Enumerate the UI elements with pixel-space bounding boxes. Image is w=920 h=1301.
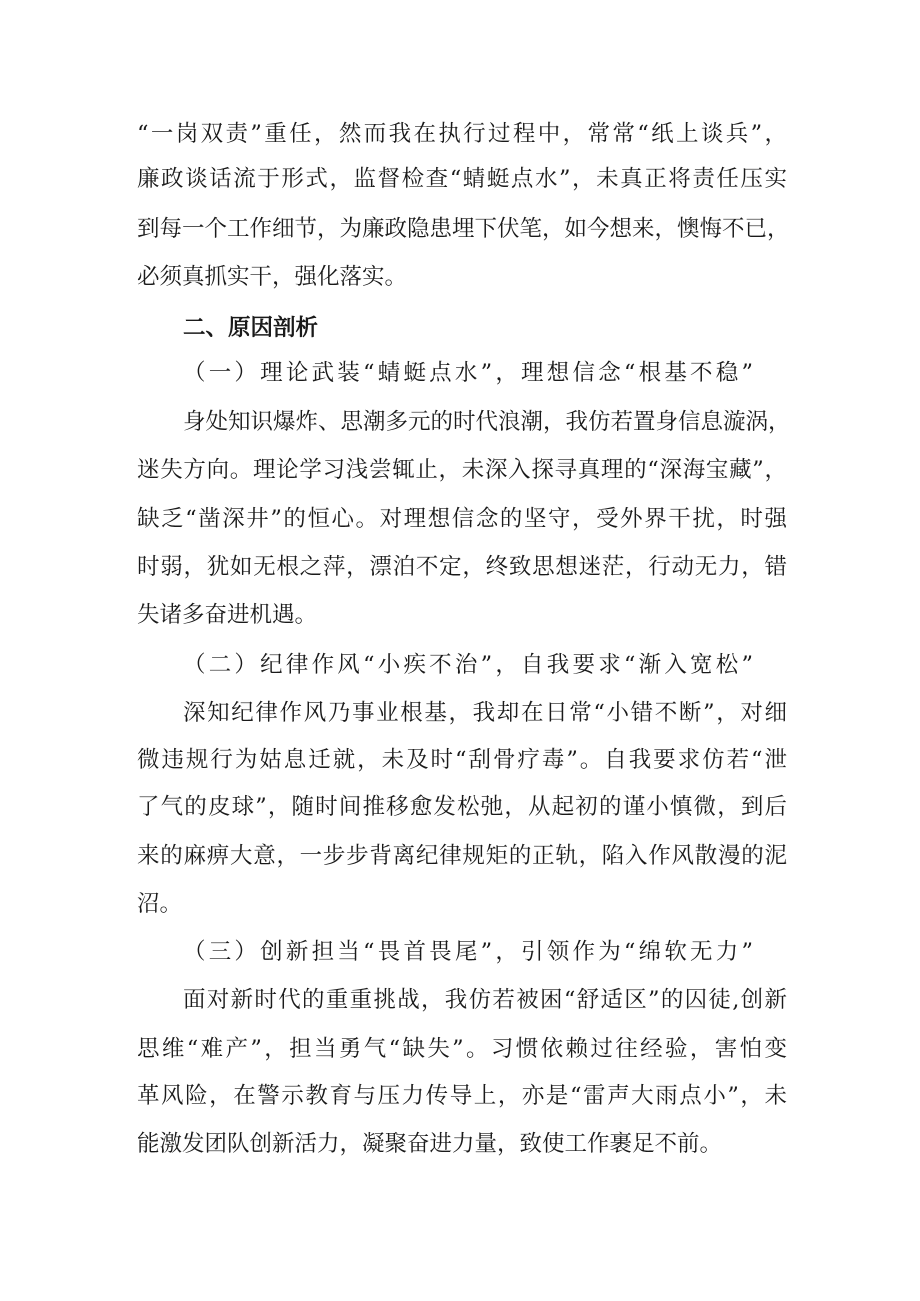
subsection-2-line-3: 了气的皮球”，随时间推移愈发松弛，从起初的谨小慎微，到后 [137, 794, 787, 820]
subsection-3-line-4: 能激发团队创新活力，凝聚奋进力量，致使工作裹足不前。 [137, 1131, 723, 1157]
intro-line-4: 必须真抓实干，强化落实。 [137, 264, 408, 290]
subsection-1-line-4: 时弱，犹如无根之萍，漂泊不定，终致思想迷茫，行动无力，错 [137, 554, 787, 580]
intro-line-3: 到每一个工作细节，为廉政隐患埋下伏笔，如今想来，懊悔不已， [137, 216, 790, 242]
subsection-3-line-3: 革风险，在警示教育与压力传导上，亦是“雷声大雨点小”，未 [137, 1083, 787, 1109]
subsection-1-line-3: 缺乏“凿深井”的恒心。对理想信念的坚守，受外界干扰，时强 [137, 506, 787, 532]
subsection-2-line-4: 来的麻痹大意，一步步背离纪律规矩的正轨，陷入作风散漫的泥 [137, 843, 787, 869]
subsection-1-line-2: 迷失方向。理论学习浅尝辄止，未深入探寻真理的“深海宝藏”， [137, 457, 787, 483]
subsection-3-line-2: 思维“难产”，担当勇气“缺失”。习惯依赖过往经验，害怕变 [137, 1036, 787, 1062]
subsection-2-line-1: 深知纪律作风乃事业根基，我却在日常“小错不断”，对细 [183, 700, 787, 726]
subsection-2-heading: （二）纪律作风“小疾不治”，自我要求“渐入宽松” [183, 652, 753, 678]
intro-line-1: “一岗双责”重任，然而我在执行过程中，常常“纸上谈兵”， [137, 121, 787, 147]
subsection-2-line-5: 沼。 [137, 891, 183, 917]
subsection-1-line-5: 失诸多奋进机遇。 [137, 602, 318, 628]
subsection-3-line-1: 面对新时代的重重挑战，我仿若被困“舒适区”的囚徒,创新 [183, 987, 787, 1013]
intro-line-2: 廉政谈话流于形式，监督检查“蜻蜓点水”，未真正将责任压实 [137, 166, 787, 192]
subsection-1-line-1: 身处知识爆炸、思潮多元的时代浪潮，我仿若置身信息漩涡， [183, 409, 791, 435]
section-heading: 二、原因剖析 [183, 315, 319, 341]
subsection-3-heading: （三）创新担当“畏首畏尾”，引领作为“绵软无力” [183, 939, 753, 965]
subsection-2-line-2: 微违规行为姑息迁就，未及时“刮骨疗毒”。自我要求仿若“泄 [137, 747, 787, 773]
subsection-1-heading: （一）理论武装“蜻蜓点水”，理想信念“根基不稳” [183, 360, 753, 386]
